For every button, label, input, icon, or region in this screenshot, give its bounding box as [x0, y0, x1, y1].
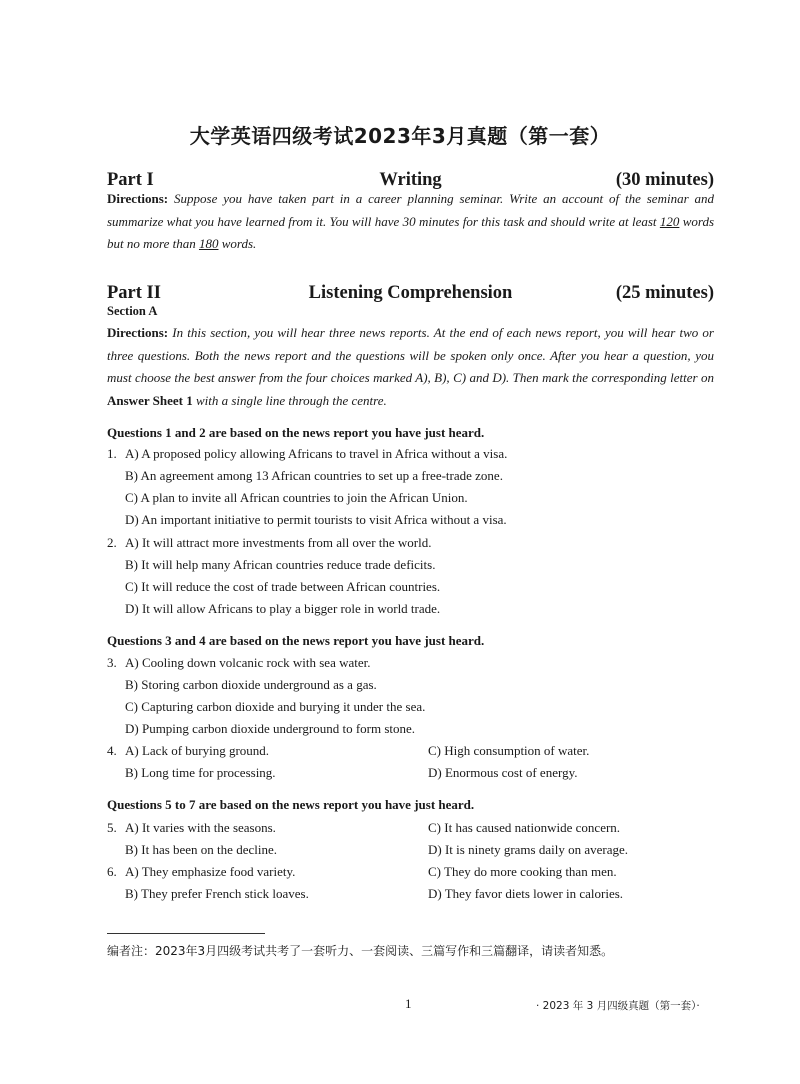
question-number: 5.: [107, 820, 117, 835]
directions-label: Directions:: [107, 191, 169, 206]
option-3c: C) Capturing carbon dioxide and burying it under the sea.: [125, 699, 426, 714]
option-4a: A) Lack of burying ground.: [125, 743, 270, 758]
option-2c: C) It will reduce the cost of trade between African countries.: [125, 579, 441, 594]
option-5a: A) It varies with the seasons.: [125, 820, 276, 835]
part2-time: (25 minutes): [615, 283, 714, 303]
part2-directions: Directions: In this section, you will hear three news reports. At the end of each news report, you will hear two or three questions. Both the news report and the questions will be spoken only once. After you hear a question, you must choose the best answer from the four choices marked A), B), C) and D). Then mark the corresponding letter on Answer Sheet 1 with a single line through the centre.: [107, 325, 714, 408]
part2-label: Part II: [107, 283, 161, 303]
question-group-2: Questions 3 and 4 are based on the news report you have just heard.: [107, 633, 485, 648]
page-number: 1: [405, 996, 412, 1011]
question-group-3: Questions 5 to 7 are based on the news report you have just heard.: [107, 797, 475, 812]
part1-directions: Directions: Suppose you have taken part in a career planning seminar. Write an account of the seminar and summarize what you have learned from it. You will have 30 minutes for this task and should write at least 120 words but no more than 180 words.: [107, 191, 715, 251]
question-number: 6.: [107, 864, 117, 879]
option-4b: B) Long time for processing.: [125, 765, 276, 780]
option-5d: D) It is ninety grams daily on average.: [428, 842, 628, 857]
option-1d: D) An important initiative to permit tourists to visit Africa without a visa.: [125, 512, 507, 527]
part1-label: Part I: [107, 170, 154, 190]
option-6a: A) They emphasize food variety.: [125, 864, 296, 879]
question-number: 1.: [107, 446, 117, 461]
option-2b: B) It will help many African countries reduce trade deficits.: [125, 557, 436, 572]
directions-label: Directions:: [107, 325, 169, 340]
part2-header: [107, 283, 714, 309]
part1-name: Writing: [379, 170, 442, 190]
option-6c: C) They do more cooking than men.: [428, 864, 617, 879]
part2-name: Listening Comprehension: [308, 283, 513, 303]
section-a-label: Section A: [107, 304, 158, 318]
footnote-divider: [107, 933, 265, 934]
option-5b: B) It has been on the decline.: [125, 842, 277, 857]
option-1c: C) A plan to invite all African countries to join the African Union.: [125, 490, 468, 505]
option-6d: D) They favor diets lower in calories.: [428, 886, 624, 901]
question-number: 3.: [107, 655, 117, 670]
page-title: 大学英语四级考试2023年3月真题（第一套）: [189, 124, 611, 148]
option-2d: D) It will allow Africans to play a bigger role in world trade.: [125, 601, 441, 616]
option-1b: B) An agreement among 13 African countries to set up a free-trade zone.: [125, 468, 503, 483]
option-6b: B) They prefer French stick loaves.: [125, 886, 309, 901]
answer-sheet-label: Answer Sheet 1: [107, 392, 193, 408]
min-words: 120: [659, 213, 680, 229]
option-4c: C) High consumption of water.: [428, 743, 590, 758]
option-3a: A) Cooling down volcanic rock with sea water.: [125, 655, 371, 670]
option-4d: D) Enormous cost of energy.: [428, 765, 578, 780]
question-group-1: Questions 1 and 2 are based on the news report you have just heard.: [107, 425, 485, 440]
option-3b: B) Storing carbon dioxide underground as a gas.: [125, 677, 377, 692]
editor-note: 编者注：2023年3月四级考试共考了一套听力、一套阅读、三篇写作和三篇翻译，请读者知悉。: [107, 944, 614, 958]
option-2a: A) It will attract more investments from all over the world.: [125, 535, 432, 550]
option-1a: A) A proposed policy allowing Africans to travel in Africa without a visa.: [125, 446, 508, 461]
option-5c: C) It has caused nationwide concern.: [428, 820, 621, 835]
question-number: 4.: [107, 743, 117, 758]
max-words: 180: [198, 236, 219, 251]
part1-time: (30 minutes): [615, 170, 714, 190]
page-footer: · 2023 年 3 月四级真题（第一套）·: [536, 1000, 700, 1012]
option-3d: D) Pumping carbon dioxide underground to form stone.: [125, 721, 416, 736]
question-number: 2.: [107, 535, 117, 550]
